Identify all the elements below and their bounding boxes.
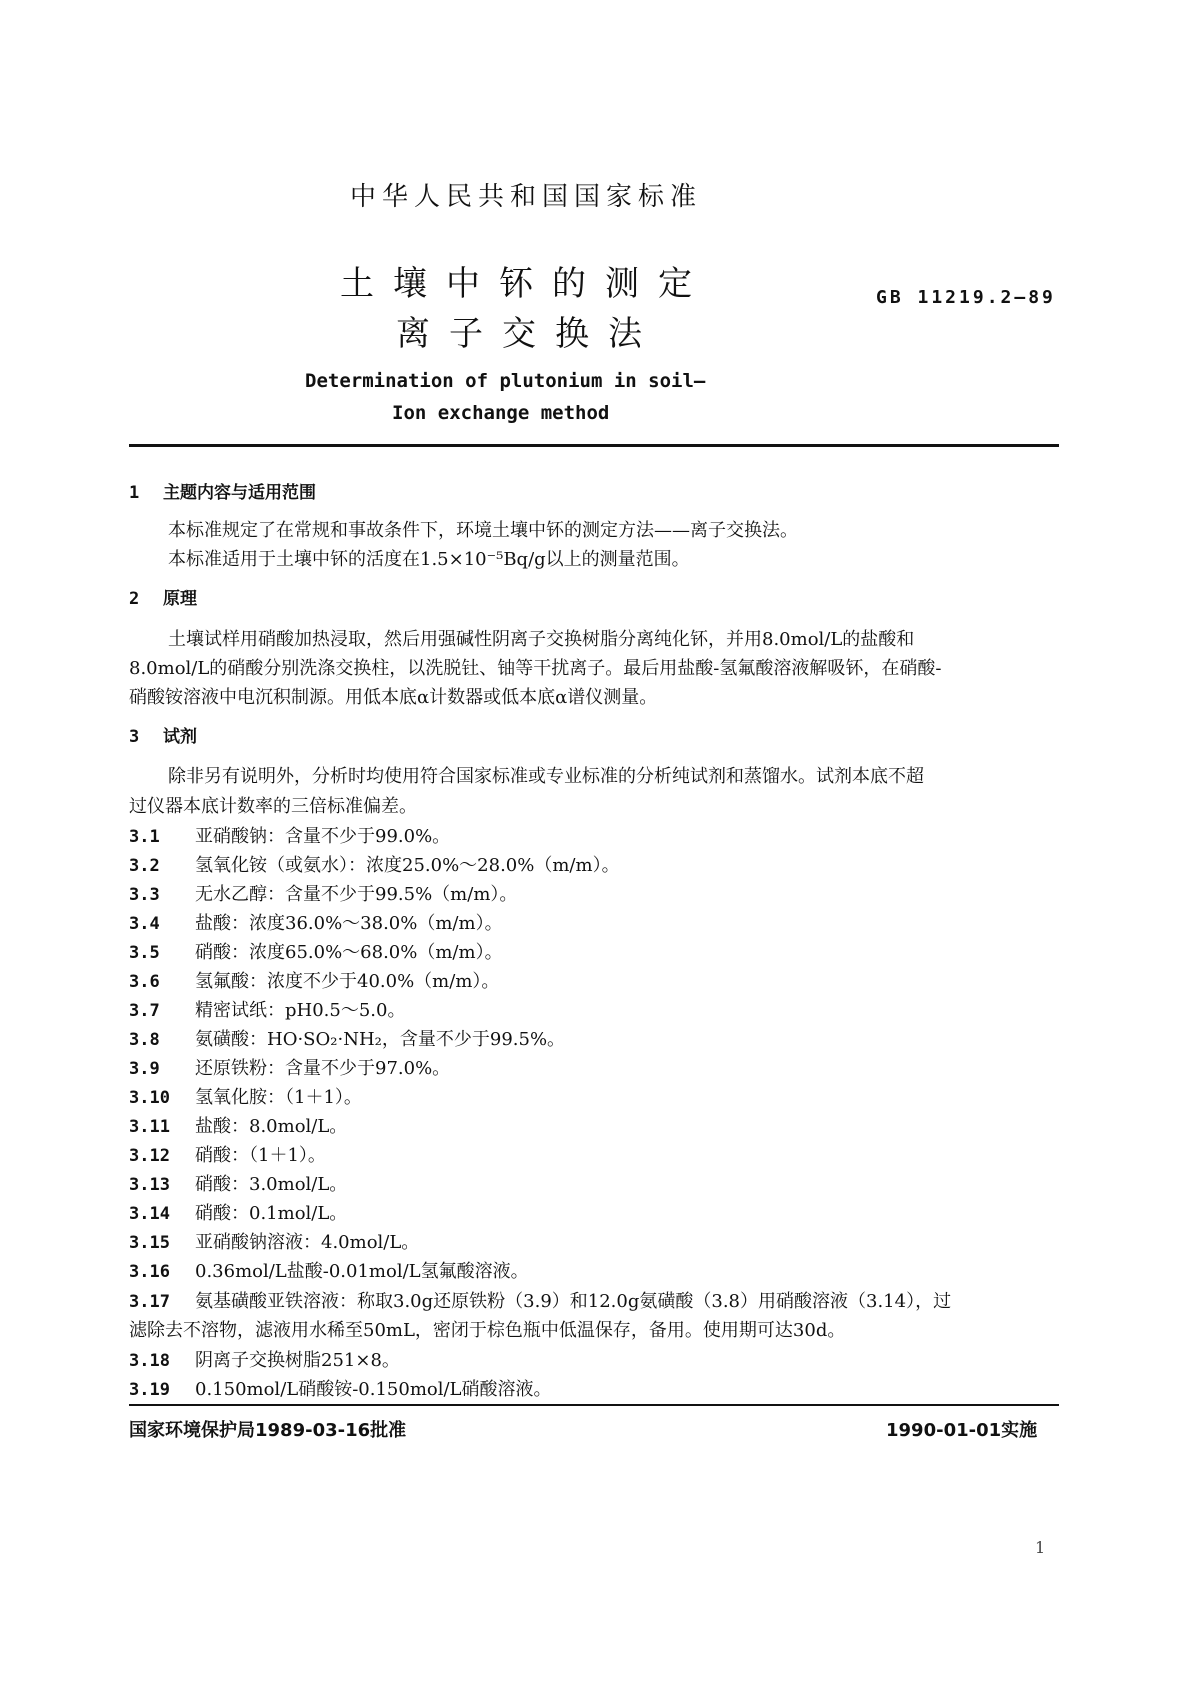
footer-divider	[129, 1404, 1059, 1406]
reagent-item: 3.5 硝酸：浓度65.0%～68.0%（m/m）。	[129, 942, 503, 963]
reagent-item: 3.19 0.150mol/L硝酸铵-0.150mol/L硝酸溶液。	[129, 1379, 552, 1400]
chinese-title-line-1: 土壤中钚的测定	[340, 264, 711, 304]
reagent-item: 3.7 精密试纸：pH0.5～5.0。	[129, 1000, 406, 1021]
section-3-intro-line-2: 过仪器本底计数率的三倍标准偏差。	[129, 796, 417, 817]
standard-code: GB 11219.2—89	[876, 287, 1056, 308]
reagent-item: 3.17 氨基磺酸亚铁溶液：称取3.0g还原铁粉（3.9）和12.0g氨磺酸（3.8）用硝酸溶液（3.14），过	[129, 1291, 952, 1312]
section-2-line-1: 土壤试样用硝酸加热浸取，然后用强碱性阴离子交换树脂分离纯化钚，并用8.0mol/L的盐酸和	[168, 629, 915, 650]
reagent-item: 3.13 硝酸：3.0mol/L。	[129, 1174, 348, 1195]
chinese-title-line-2: 离子交换法	[396, 314, 661, 354]
section-number: 3	[129, 727, 140, 747]
section-2-line-2: 8.0mol/L的硝酸分别洗涤交换柱，以洗脱钍、铀等干扰离子。最后用盐酸-氢氟酸溶液解吸钚，在硝酸-	[129, 658, 942, 679]
reagent-item: 3.12 硝酸：（1＋1）。	[129, 1145, 326, 1166]
section-title: 原理	[163, 589, 197, 609]
section-3-intro-line-1: 除非另有说明外，分析时均使用符合国家标准或专业标准的分析纯试剂和蒸馏水。试剂本底不超	[168, 766, 924, 787]
english-title-line-1: Determination of plutonium in soil—	[305, 370, 706, 392]
section-2-line-3: 硝酸铵溶液中电沉积制源。用低本底α计数器或低本底α谱仪测量。	[129, 687, 658, 708]
reagent-item: 3.2 氢氧化铵（或氨水）：浓度25.0%～28.0%（m/m）。	[129, 855, 620, 876]
reagent-item: 3.8 氨磺酸：HO·SO₂·NH₂，含量不少于99.5%。	[129, 1029, 566, 1050]
reagent-item: 3.9 还原铁粉：含量不少于97.0%。	[129, 1058, 451, 1079]
page-number: 1	[1035, 1538, 1046, 1557]
reagent-item: 3.11 盐酸：8.0mol/L。	[129, 1116, 348, 1137]
reagent-item: 3.15 亚硝酸钠溶液：4.0mol/L。	[129, 1232, 420, 1253]
section-title: 试剂	[163, 727, 197, 747]
implementation-date: 1990-01-01实施	[886, 1420, 1038, 1441]
section-2-heading	[129, 584, 197, 609]
reagent-item: 3.14 硝酸：0.1mol/L。	[129, 1203, 348, 1224]
english-title-line-2: Ion exchange method	[392, 402, 610, 424]
reagent-item: 3.3 无水乙醇：含量不少于99.5%（m/m）。	[129, 884, 518, 905]
section-1-paragraph-1: 本标准规定了在常规和事故条件下，环境土壤中钚的测定方法——离子交换法。	[168, 520, 798, 541]
reagent-item: 3.18 阴离子交换树脂251×8。	[129, 1350, 400, 1371]
section-title: 主题内容与适用范围	[163, 483, 316, 503]
national-standard-heading: 中华人民共和国国家标准	[350, 182, 703, 212]
section-1-paragraph-2: 本标准适用于土壤中钚的活度在1.5×10⁻⁵Bq/g以上的测量范围。	[168, 549, 690, 570]
reagent-item: 3.4 盐酸：浓度36.0%～38.0%（m/m）。	[129, 913, 503, 934]
section-number: 1	[129, 483, 140, 503]
section-3-heading	[129, 722, 197, 747]
header-divider	[129, 444, 1059, 447]
reagent-item: 3.6 氢氟酸：浓度不少于40.0%（m/m）。	[129, 971, 500, 992]
approval-date: 国家环境保护局1989-03-16批准	[129, 1420, 407, 1441]
reagent-item: 3.1 亚硝酸钠：含量不少于99.0%。	[129, 826, 451, 847]
reagent-item-continuation: 滤除去不溶物，滤液用水稀至50mL，密闭于棕色瓶中低温保存，备用。使用期可达30d。	[129, 1320, 846, 1341]
reagent-item: 3.10 氢氧化胺：（1＋1）。	[129, 1087, 362, 1108]
section-1-heading	[129, 478, 316, 503]
section-number: 2	[129, 589, 140, 609]
reagent-item: 3.16 0.36mol/L盐酸-0.01mol/L氢氟酸溶液。	[129, 1261, 529, 1282]
